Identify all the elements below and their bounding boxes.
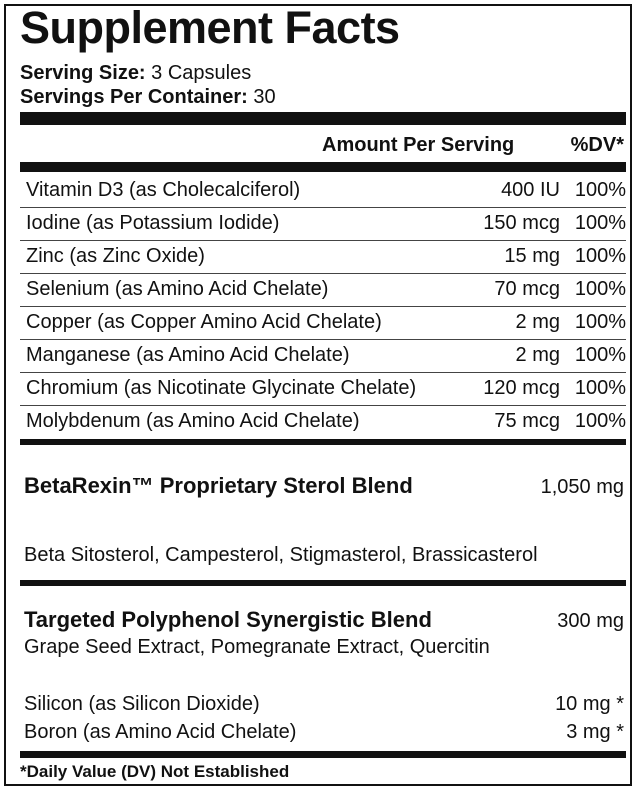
supplement-facts-panel: [4, 4, 632, 786]
sterol-blend-name: BetaRexin™ Proprietary Sterol Blend: [24, 473, 413, 498]
polyphenol-blend-amount: 300 mg: [557, 610, 624, 632]
thick-divider: [20, 162, 626, 172]
servings-value: 30: [253, 86, 276, 108]
nutrient-row: [20, 405, 626, 438]
nutrient-dv: 100%: [574, 179, 626, 201]
thick-divider: [20, 439, 626, 445]
nutrient-row: [20, 372, 626, 406]
other-ingredient-name: Boron (as Amino Acid Chelate): [24, 721, 297, 743]
nutrient-row: [20, 306, 626, 340]
nutrient-name: Copper (as Copper Amino Acid Chelate): [26, 311, 382, 333]
nutrient-row: [20, 273, 626, 307]
nutrient-dv: 100%: [574, 245, 626, 267]
nutrient-dv: 100%: [574, 212, 626, 234]
nutrient-amount: 2 mg: [515, 344, 560, 366]
nutrient-dv: 100%: [574, 377, 626, 399]
nutrient-name: Zinc (as Zinc Oxide): [26, 245, 205, 267]
dv-header: %DV*: [570, 134, 624, 156]
nutrient-dv: 100%: [574, 278, 626, 300]
nutrient-amount: 120 mcg: [483, 377, 560, 399]
nutrient-row: [20, 240, 626, 274]
thick-divider: [20, 112, 626, 125]
other-ingredient-amount: 10 mg *: [555, 693, 624, 715]
nutrient-amount: 150 mcg: [483, 212, 560, 234]
thick-divider: [20, 580, 626, 586]
footnote: *Daily Value (DV) Not Established: [20, 762, 290, 781]
nutrient-name: Chromium (as Nicotinate Glycinate Chelate): [26, 377, 417, 399]
servings-label: Servings Per Container:: [20, 86, 248, 108]
thick-divider: [20, 751, 626, 758]
nutrient-row: [20, 174, 626, 208]
nutrient-name: Selenium (as Amino Acid Chelate): [26, 278, 329, 300]
other-ingredient-amount: 3 mg *: [566, 721, 624, 743]
nutrient-dv: 100%: [574, 410, 626, 432]
sterol-blend-ingredients: Beta Sitosterol, Campesterol, Stigmasterol, Brassicasterol: [24, 544, 538, 566]
sterol-blend-amount: 1,050 mg: [540, 476, 624, 498]
panel-title: Supplement Facts: [20, 2, 400, 53]
nutrient-name: Molybdenum (as Amino Acid Chelate): [26, 410, 360, 432]
polyphenol-blend-name: Targeted Polyphenol Synergistic Blend: [24, 607, 432, 632]
nutrient-row: [20, 207, 626, 241]
nutrient-amount: 2 mg: [515, 311, 560, 333]
servings-per-container: [20, 86, 276, 109]
other-ingredient-name: Silicon (as Silicon Dioxide): [24, 693, 260, 715]
nutrient-name: Vitamin D3 (as Cholecalciferol): [26, 179, 301, 201]
nutrient-dv: 100%: [574, 311, 626, 333]
amount-per-serving-header: Amount Per Serving: [322, 134, 515, 156]
nutrient-row: [20, 339, 626, 373]
nutrient-name: Iodine (as Potassium Iodide): [26, 212, 280, 234]
nutrient-amount: 75 mcg: [494, 410, 560, 432]
serving-size-label: Serving Size:: [20, 62, 146, 84]
nutrient-amount: 15 mg: [504, 245, 560, 267]
nutrient-amount: 70 mcg: [494, 278, 560, 300]
serving-size-value: 3 Capsules: [151, 62, 252, 84]
nutrient-name: Manganese (as Amino Acid Chelate): [26, 344, 350, 366]
nutrient-amount: 400 IU: [501, 179, 560, 201]
serving-size: [20, 62, 251, 85]
polyphenol-blend-ingredients: Grape Seed Extract, Pomegranate Extract, Quercitin: [24, 636, 490, 658]
nutrient-dv: 100%: [574, 344, 626, 366]
